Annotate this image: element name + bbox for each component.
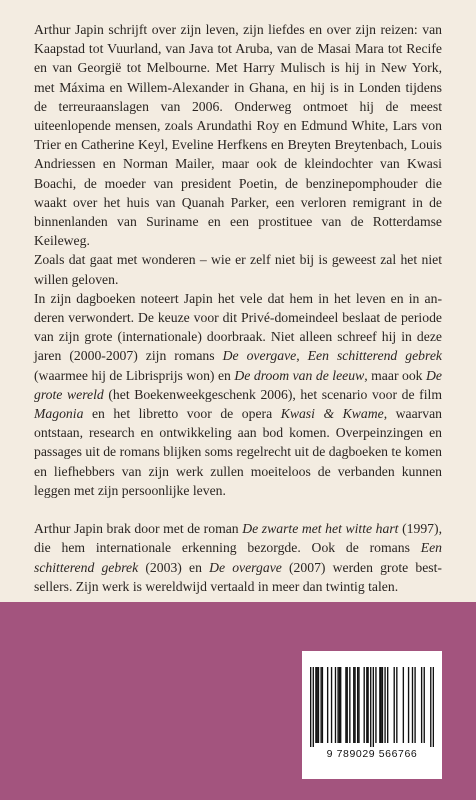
- barcode-bar: [373, 667, 374, 747]
- book-title-text: De zwarte met het witte hart: [242, 521, 399, 537]
- paragraph-author-bio: [34, 519, 442, 596]
- barcode-bar: [345, 667, 346, 743]
- text-run: (2007) werden grote bestsellers. Zijn werk is wereldwijd vertaald in meer dan twintig talen.: [34, 559, 442, 594]
- barcode-bar: [331, 667, 332, 743]
- book-title-text: Kwasi & Kwame: [280, 406, 384, 422]
- text-run: , maar ook: [364, 367, 427, 383]
- barcode-bar: [367, 667, 368, 743]
- barcode-bar: [310, 667, 311, 747]
- barcode-bar: [379, 667, 380, 743]
- text-run: (2003) en: [138, 559, 210, 575]
- barcode-bar: [335, 667, 336, 743]
- barcode-bar: [408, 667, 409, 743]
- barcode-bar: [433, 667, 434, 747]
- barcode-bar: [370, 667, 371, 747]
- barcode-bar: [358, 667, 359, 743]
- barcode-bar: [347, 667, 348, 743]
- text-run: Zoals dat gaat met wonderen – wie er zelf niet bij is geweest zal het niet willen geloven.: [34, 252, 442, 287]
- barcode-bar: [403, 667, 404, 743]
- barcode-bar: [340, 667, 341, 743]
- barcode-bar: [353, 667, 354, 743]
- text-run: (1997), die hem internationale erkenning bezorgde. Ook de romans: [34, 521, 442, 556]
- text-run: , waarvan ontstaan, research en ontwikkeling aan bod komen. Overpeinzingen en passages uit de romans blijken soms regelrecht uit de dagboeken te komen en liefhebbers van zijn werk zullen moeiteloos de verbanden kunnen leggen met zijn persoonlijke leven.: [34, 406, 443, 498]
- text-run: Arthur Japin brak door met de roman: [34, 521, 243, 537]
- barcode-bar: [364, 667, 365, 743]
- text-run: (het Boekenweekgeschenk 2006), het scenario voor de film: [103, 386, 442, 402]
- text-run: (waarmee hij de Librisprijs won) en: [34, 367, 235, 383]
- barcode-bar: [339, 667, 340, 743]
- barcode-bar: [327, 667, 328, 743]
- barcode-bar: [354, 667, 355, 743]
- barcode-label: [302, 651, 442, 779]
- barcode-bar: [387, 667, 388, 743]
- barcode-bar: [357, 667, 358, 743]
- barcode-bar: [430, 667, 431, 747]
- barcode-bar: [380, 667, 381, 743]
- barcode-bar: [317, 667, 318, 743]
- paragraph-intro: [34, 20, 442, 250]
- barcode-bar: [349, 667, 350, 743]
- barcode-bar: [375, 667, 376, 743]
- book-title-text: Magonia: [34, 406, 84, 422]
- barcode-bar: [313, 667, 314, 747]
- barcode-bar: [366, 667, 367, 743]
- barcode-bar: [412, 667, 413, 743]
- paragraph-wonders: [34, 250, 442, 288]
- barcode-bar: [394, 667, 395, 743]
- barcode-bar: [322, 667, 323, 743]
- text-run: Arthur Japin schrijft over zijn leven, zijn liefdes en over zijn reizen: van Kaapstad tot Vuurland, van Java tot Aruba, van de Masai Mara tot Recife en van Georgië tot Melbourne. Met Harry Mulisch is hij in New York, met Máxima en Willem-Alexander in Ghana, en hij is in Londen tijdens de terreuraanslagen van 2006. Onderweg ontmoet hij de meest uiteenlopende mensen, zoals Arundathi Roy en Edmund White, Lars von Trier en Catherine Keyl, Eveline Herfkens en Breyten Breytenbach, Louis Andriessen en Norman Mailer, maar ook de kleindochter van Kwasi Boachi, de moeder van president Poetin, de benzinepomphouder die waakt over het huis van Quanah Parker, een verloren remigrant in de binnenlanden van Suriname en een prostituee van de Rotterdamse Keileweg.: [34, 22, 442, 249]
- barcode-bar: [320, 667, 321, 743]
- barcode-bar: [315, 667, 316, 743]
- text-run: In zijn dagboeken noteert Japin het vele dat hem in het leven en in anderen verwondert. De keuze voor dit Privé-domeindeel beslaat de periode van zijn grote (internationale) doorbraak. Niet alleen schreef hij in deze jaren (2000-2007) zijn romans: [34, 290, 442, 364]
- book-title-text: De overgave: [222, 348, 297, 364]
- book-title-text: Een schitterend gebrek: [307, 348, 442, 364]
- book-title-text: De droom van de leeuw: [234, 367, 365, 383]
- text-run: ,: [296, 348, 308, 364]
- barcode-digits: 9 789029 566766: [326, 748, 418, 760]
- book-title-text: Een schitterend gebrek: [34, 540, 442, 575]
- barcode-bar: [414, 667, 415, 743]
- book-title-text: De overgave: [209, 559, 282, 575]
- barcode-bar: [424, 667, 425, 743]
- barcode-bar: [318, 667, 319, 743]
- barcode-bar: [421, 667, 422, 743]
- barcode-bar: [384, 667, 385, 743]
- barcode-bar: [337, 667, 338, 743]
- barcode-bar: [396, 667, 397, 743]
- book-title-text: De grote wereld: [34, 367, 442, 402]
- blurb-text: [34, 20, 442, 596]
- barcode-bar: [382, 667, 383, 743]
- text-run: en het libretto voor de opera: [83, 406, 281, 422]
- paragraph-diaries: [34, 289, 442, 500]
- barcode-icon: [310, 667, 434, 747]
